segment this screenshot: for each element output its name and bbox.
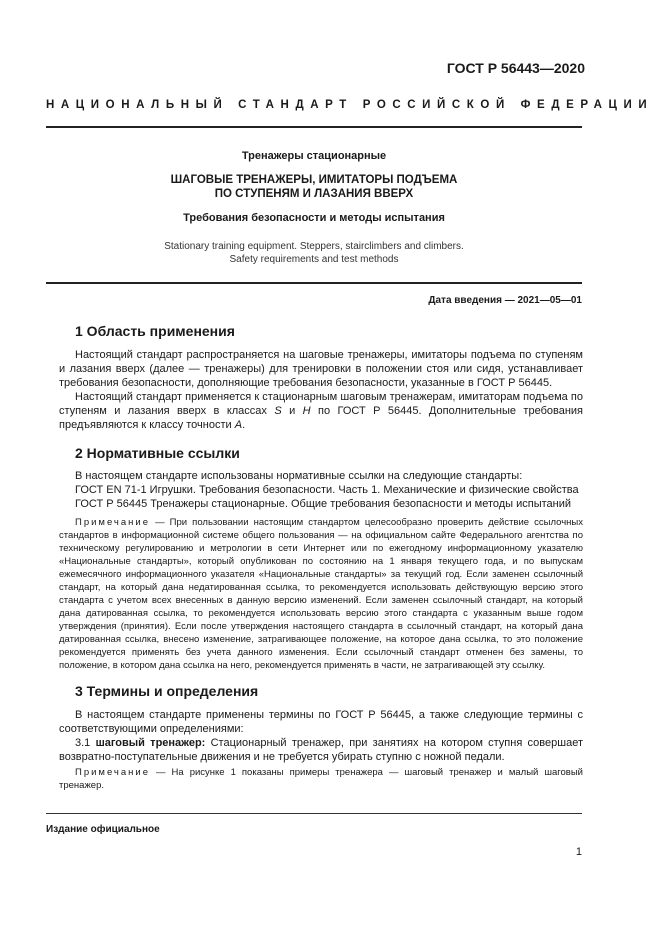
english-title-line2: Safety requirements and test methods (229, 254, 399, 265)
section3-heading: 3 Термины и определения (75, 683, 259, 699)
footer-divider (46, 813, 582, 814)
note-label: Примечание (75, 767, 150, 778)
main-title (46, 173, 582, 201)
section1-heading: 1 Область применения (75, 323, 235, 339)
title-divider (46, 282, 582, 284)
main-title-line2: ПО СТУПЕНЯМ И ЛАЗАНИЯ ВВЕРХ (214, 188, 414, 200)
section2-intro: В настоящем стандарте использованы нормативные ссылки на следующие стандарты: (75, 470, 523, 482)
main-title-line1: ШАГОВЫЕ ТРЕНАЖЕРЫ, ИМИТАТОРЫ ПОДЪЕМА (170, 174, 458, 186)
section3-note (59, 766, 583, 792)
section3-body (59, 708, 583, 764)
official-edition-label: Издание официальное (46, 824, 160, 835)
top-divider (46, 126, 582, 128)
reference-item: ГОСТ Р 56445 Тренажеры стационарные. Общие требования безопасности и методы испытаний (75, 498, 572, 510)
reference-item: ГОСТ EN 71-1 Игрушки. Требования безопасности. Часть 1. Механические и физические свойства (75, 484, 579, 496)
section1-body (59, 348, 583, 432)
note-label: Примечание (75, 517, 150, 528)
section1-paragraph1: Настоящий стандарт распространяется на шаговые тренажеры, имитаторы подъема по ступеням и лазания вверх (далее — тренажеры) для тренировки в положении стоя или сидя, устанавливает требования безопасности, дополняющие требования безопасности, указанные в ГОСТ Р 56445. (59, 349, 583, 389)
section2-body (59, 469, 583, 511)
section2-heading: 2 Нормативные ссылки (75, 445, 240, 461)
document-number: ГОСТ Р 56443—2020 (446, 60, 585, 76)
english-title (46, 240, 582, 266)
requirements-title: Требования безопасности и методы испытания (183, 212, 445, 224)
term-definition: 3.1 шаговый тренажер: Стационарный тренажер, при занятиях на котором ступня совершает возвратно-поступательные движения и не требуется убирать ступню с ножной педали. (59, 737, 583, 763)
note-text: — На рисунке 1 показаны примеры тренажера — шаговый тренажер и малый шаговый тренажер. (59, 767, 583, 791)
term-name: шаговый тренажер: (95, 737, 206, 749)
note-text: — При пользовании настоящим стандартом целесообразно проверить действие ссылочных стандартов в информационной системе общего пользования — на официальном сайте Федерального агентства по техническому регулированию и метрологии в сети Интернет или по ежегодному информационному указателю «Национальные стандарты», который опубликован по состоянию на 1 января текущего года, и по выпускам ежемесячного информационного указателя «Национальные стандарты» за текущий год. Если заменен ссылочный стандарт, на который дана недатированная ссылка, то рекомендуется использовать действующую версию этого стандарта с учетом всех внесенных в данную версию изменений. Если заменен ссылочный стандарт, на который дана датированная ссылка, то рекомендуется использовать версию этого стандарта с указанным выше годом утверждения (принятия). Если после утверждения настоящего стандарта в ссылочный стандарт, на который дана датированная ссылка, внесено изменение, затрагивающее положение, на которое дана ссылка, то это положение рекомендуется применять без учета данного изменения. Если ссылочный стандарт отменен без замены, то положение, в котором дана ссылка на него, рекомендуется применять в части, не затрагивающей эту ссылку. (59, 517, 583, 671)
national-standard-banner: НАЦИОНАЛЬНЫЙ СТАНДАРТ РОССИЙСКОЙ ФЕДЕРАЦИИ (46, 99, 654, 111)
section2-note (59, 516, 583, 672)
page-number: 1 (575, 846, 582, 858)
intro-date: Дата введения — 2021—05—01 (428, 295, 582, 306)
section1-paragraph2: Настоящий стандарт применяется к стационарным шаговым тренажерам, имитаторам подъема по ступеням и лазания вверх в классах S и H по ГОСТ Р 56445. Дополнительные требования предъявляются к классу точности A. (59, 391, 584, 431)
subtitle: Тренажеры стационарные (241, 150, 387, 162)
section3-intro: В настоящем стандарте применены термины по ГОСТ Р 56445, а также следующие термины с соответствующими определениями: (59, 709, 583, 735)
english-title-line1: Stationary training equipment. Steppers, stairclimbers and climbers. (164, 241, 464, 252)
